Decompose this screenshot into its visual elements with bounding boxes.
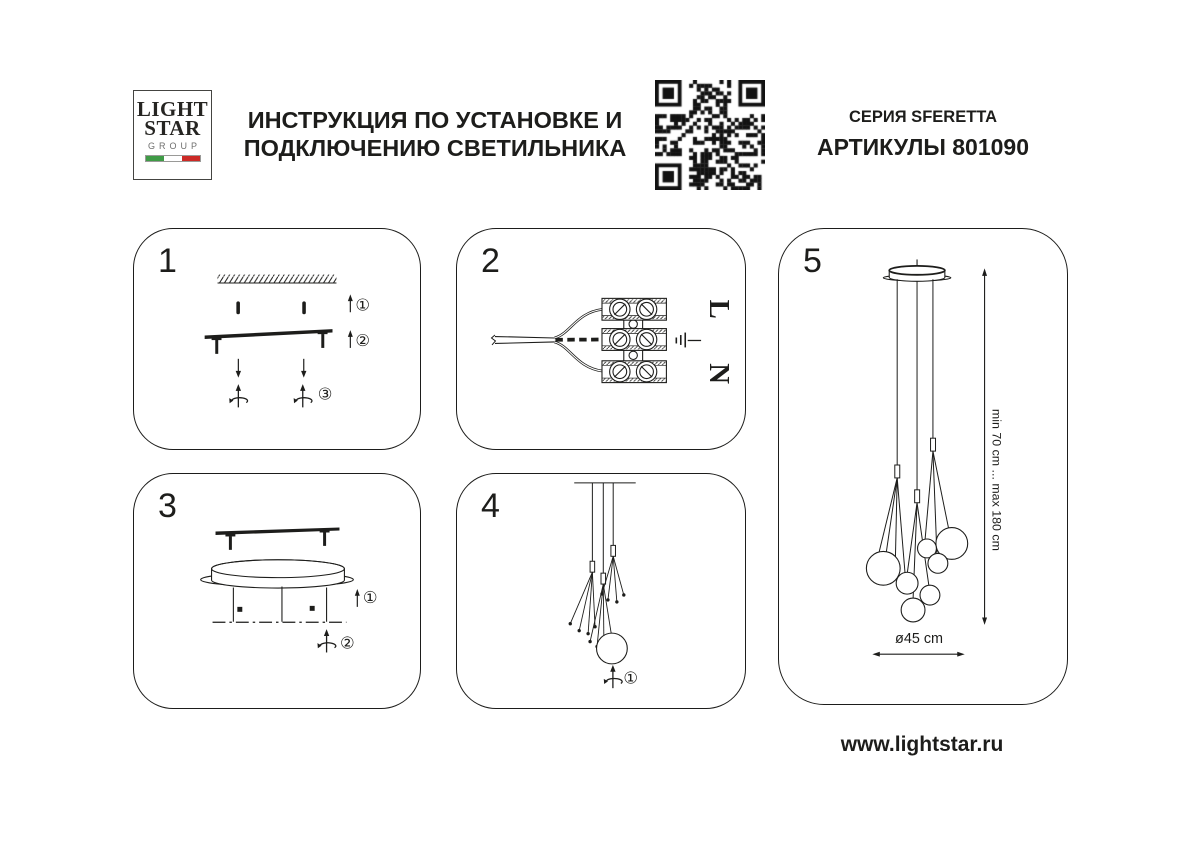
wire-to-neutral xyxy=(554,342,603,371)
website-url: www.lightstar.ru xyxy=(840,733,1004,756)
logo-word-light: LIGHT xyxy=(136,97,209,121)
marker-1: ① xyxy=(362,587,378,607)
terminal-label-neutral: N xyxy=(702,363,735,385)
glass-sphere xyxy=(597,633,628,664)
up-arrow-icon xyxy=(355,589,360,607)
italian-flag-icon xyxy=(145,155,201,162)
step-panel-1 xyxy=(133,228,421,450)
height-range-label: min 70 cm ... max 180 cm xyxy=(989,408,1004,551)
terminal-block-line xyxy=(602,298,666,320)
marker-2: ② xyxy=(340,633,355,653)
ceiling-hatch xyxy=(218,275,337,283)
step-panel-3 xyxy=(133,473,421,709)
step5-diagram xyxy=(779,229,1067,704)
anchor-dowels xyxy=(236,301,305,314)
step-number-1: 1 xyxy=(158,242,177,280)
up-arrow-icon xyxy=(348,294,353,312)
screw-down-arrows xyxy=(236,359,307,378)
step-panel-5 xyxy=(778,228,1068,705)
step-number-2: 2 xyxy=(481,242,500,280)
up-arrow-icon xyxy=(348,330,353,348)
marker-2: ② xyxy=(355,330,371,350)
ceiling-canopy xyxy=(883,259,951,281)
step1-diagram xyxy=(134,229,420,449)
diameter-dimension xyxy=(872,652,964,657)
suspension-cords xyxy=(574,483,635,584)
page-title xyxy=(233,106,637,162)
step2-diagram xyxy=(457,229,745,449)
terminal-block-neutral xyxy=(602,361,666,383)
mounting-bracket xyxy=(205,329,333,354)
series-label: СЕРИЯ SFERETTA xyxy=(848,108,998,126)
canopy-screws xyxy=(233,587,326,622)
flag-white-stripe xyxy=(164,156,182,161)
qr-code xyxy=(655,80,765,190)
product-info xyxy=(793,108,1053,161)
wire-to-line xyxy=(554,309,603,338)
height-dimension xyxy=(982,268,987,625)
step-number-5: 5 xyxy=(803,242,822,280)
title-line-1: ИНСТРУКЦИЯ ПО УСТАНОВКЕ И xyxy=(247,107,623,133)
terminal-label-line: L xyxy=(702,299,735,319)
mounting-bracket xyxy=(216,528,340,550)
suspension-cords xyxy=(895,279,936,502)
step-number-3: 3 xyxy=(158,487,177,525)
mains-cable xyxy=(491,335,554,345)
step4-diagram xyxy=(457,474,745,708)
diameter-label: ø45 cm xyxy=(895,630,944,647)
logo-word-star: STAR xyxy=(144,116,201,140)
terminal-block-earth xyxy=(602,329,666,351)
title-line-2: ПОДКЛЮЧЕНИЮ СВЕТИЛЬНИКА xyxy=(243,135,627,161)
flag-green-stripe xyxy=(146,156,164,161)
earth-symbol-icon xyxy=(676,333,701,348)
logo-word-group: GROUP xyxy=(147,141,201,151)
screw-rotation-icon xyxy=(604,665,622,688)
screw-rotation-icon xyxy=(317,629,335,652)
lightstar-logo xyxy=(133,90,212,180)
step-number-4: 4 xyxy=(481,487,500,525)
terminal-blocks xyxy=(602,298,666,382)
screw-rotation-icon xyxy=(229,384,312,407)
ceiling-canopy xyxy=(201,560,354,588)
marker-3: ③ xyxy=(317,384,333,404)
marker-1: ① xyxy=(355,295,371,315)
article-label: АРТИКУЛЫ 801090 xyxy=(816,134,1030,160)
step3-diagram xyxy=(134,474,420,708)
step-panel-2 xyxy=(456,228,746,450)
step-panel-4 xyxy=(456,473,746,709)
marker-1: ① xyxy=(623,668,639,688)
flag-red-stripe xyxy=(182,156,200,161)
